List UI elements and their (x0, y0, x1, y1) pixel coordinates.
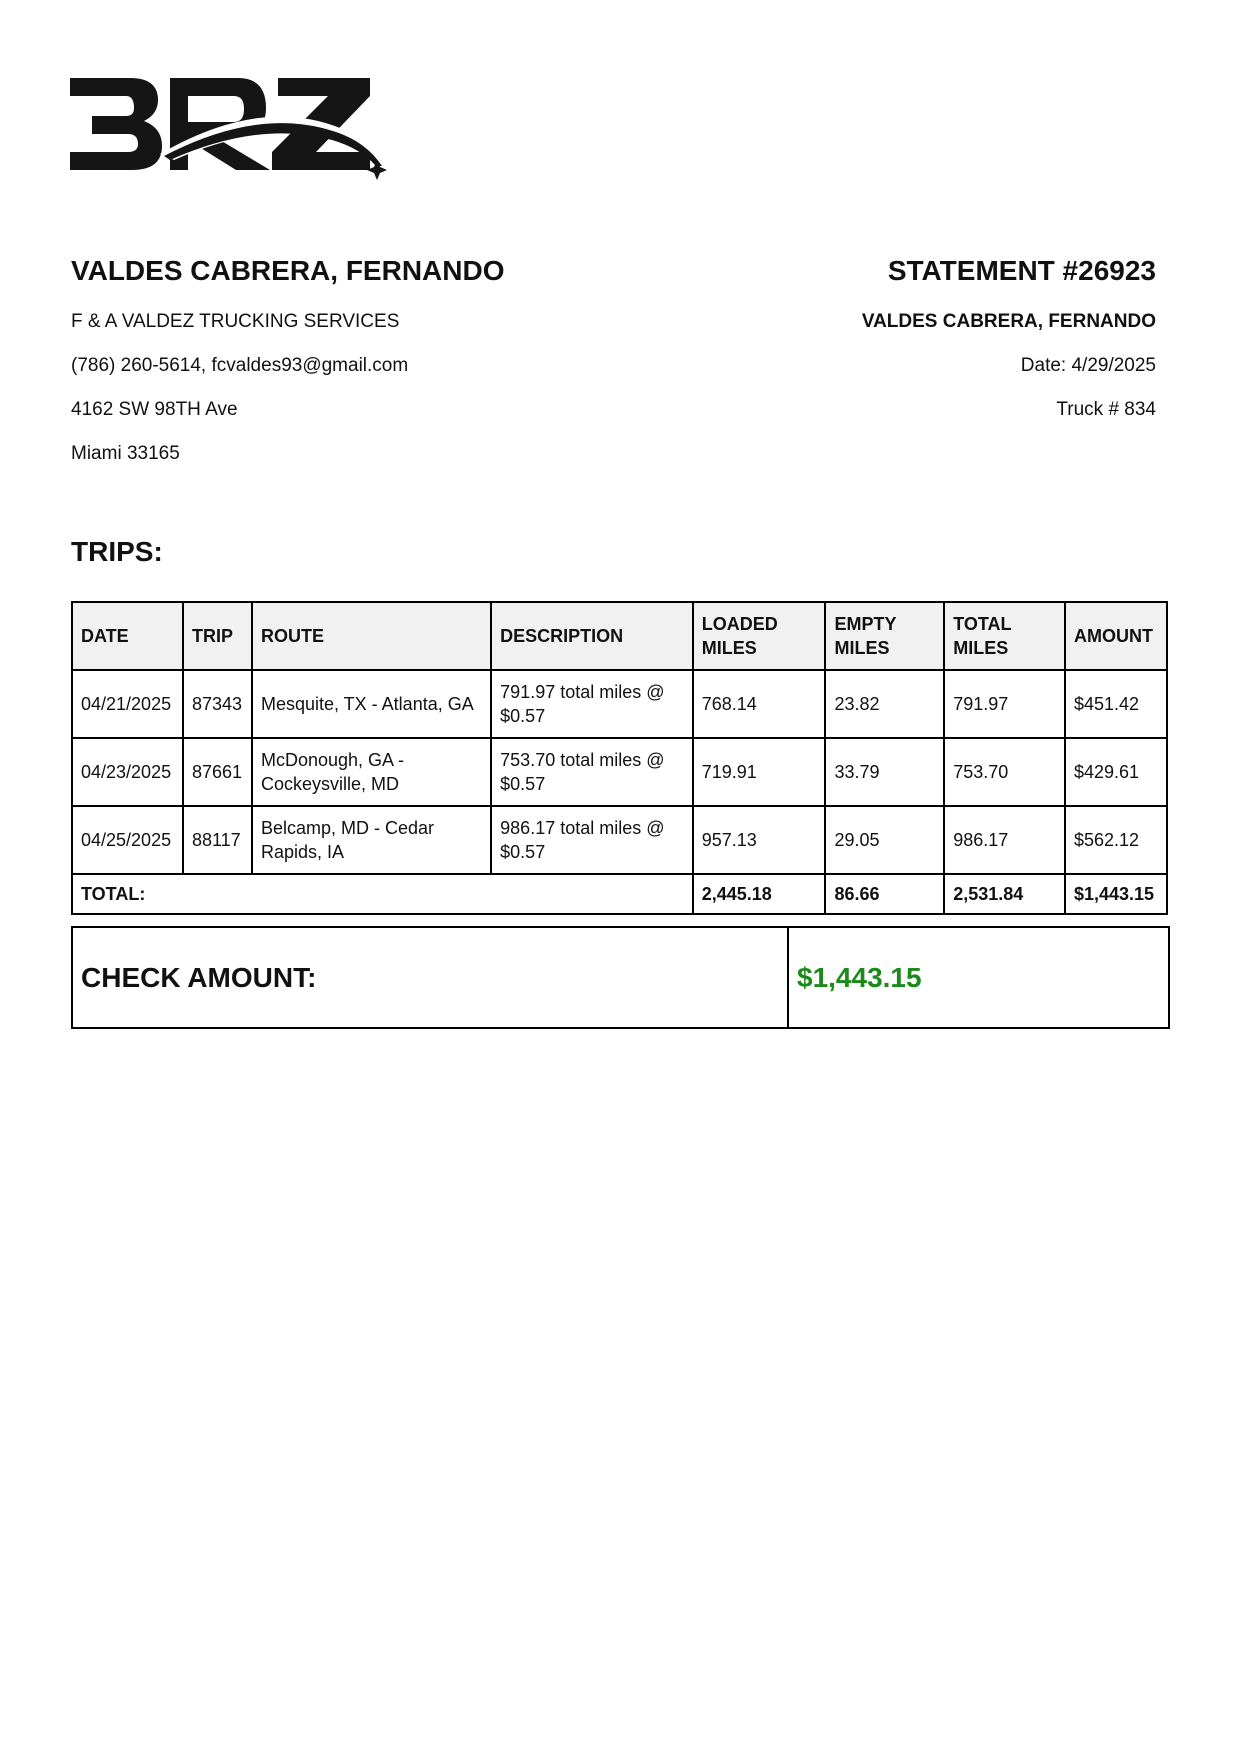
cell-route: Mesquite, TX - Atlanta, GA (252, 670, 491, 738)
header-loaded-miles: LOADED MILES (693, 602, 826, 670)
cell-trip: 87343 (183, 670, 252, 738)
statement-driver-name: VALDES CABRERA, FERNANDO (861, 311, 1156, 332)
cell-total-miles: 791.97 (944, 670, 1065, 738)
cell-trip: 88117 (183, 806, 252, 874)
cell-trip: 87661 (183, 738, 252, 806)
table-header-row (72, 602, 1167, 670)
statement-truck: Truck # 834 (1056, 399, 1156, 420)
header-description: DESCRIPTION (491, 602, 693, 670)
cell-date: 04/23/2025 (72, 738, 183, 806)
cell-empty-miles: 29.05 (825, 806, 944, 874)
cell-description: 791.97 total miles @ $0.57 (491, 670, 693, 738)
header-amount: AMOUNT (1065, 602, 1167, 670)
statement-title: STATEMENT #26923 (887, 255, 1156, 286)
cell-amount: $562.12 (1065, 806, 1167, 874)
driver-info (71, 255, 631, 465)
driver-city: Miami 33165 (71, 443, 180, 464)
table-row (72, 670, 1167, 738)
cell-description: 986.17 total miles @ $0.57 (491, 806, 693, 874)
table-row (72, 738, 1167, 806)
statement-date: Date: 4/29/2025 (1020, 355, 1156, 376)
driver-name: VALDES CABRERA, FERNANDO (71, 255, 505, 286)
header-date: DATE (72, 602, 183, 670)
table-row (72, 806, 1167, 874)
total-loaded-miles: 2,445.18 (693, 874, 826, 914)
check-amount-label: CHECK AMOUNT: (73, 928, 789, 1027)
cell-amount: $451.42 (1065, 670, 1167, 738)
cell-loaded-miles: 719.91 (693, 738, 826, 806)
company-logo (70, 78, 390, 193)
cell-description: 753.70 total miles @ $0.57 (491, 738, 693, 806)
trips-heading: TRIPS: (71, 536, 163, 567)
brz-logo-icon (70, 78, 390, 193)
cell-route: Belcamp, MD - Cedar Rapids, IA (252, 806, 491, 874)
check-amount-box (71, 926, 1170, 1029)
driver-contact: (786) 260-5614, fcvaldes93@gmail.com (71, 355, 409, 376)
check-amount-value: $1,443.15 (797, 961, 922, 993)
cell-empty-miles: 23.82 (825, 670, 944, 738)
cell-total-miles: 986.17 (944, 806, 1065, 874)
cell-loaded-miles: 957.13 (693, 806, 826, 874)
cell-date: 04/21/2025 (72, 670, 183, 738)
header-trip: TRIP (183, 602, 252, 670)
header-total-miles: TOTAL MILES (944, 602, 1065, 670)
cell-total-miles: 753.70 (944, 738, 1065, 806)
total-total-miles: 2,531.84 (944, 874, 1065, 914)
cell-amount: $429.61 (1065, 738, 1167, 806)
table-total-row (72, 874, 1167, 914)
total-label: TOTAL: (72, 874, 693, 914)
cell-route: McDonough, GA - Cockeysville, MD (252, 738, 491, 806)
cell-date: 04/25/2025 (72, 806, 183, 874)
header-empty-miles: EMPTY MILES (825, 602, 944, 670)
statement-info (596, 255, 1156, 421)
total-amount: $1,443.15 (1065, 874, 1167, 914)
header-route: ROUTE (252, 602, 491, 670)
driver-address: 4162 SW 98TH Ave (71, 399, 238, 420)
trips-table (71, 601, 1168, 915)
total-empty-miles: 86.66 (825, 874, 944, 914)
driver-company: F & A VALDEZ TRUCKING SERVICES (71, 311, 400, 332)
cell-empty-miles: 33.79 (825, 738, 944, 806)
cell-loaded-miles: 768.14 (693, 670, 826, 738)
